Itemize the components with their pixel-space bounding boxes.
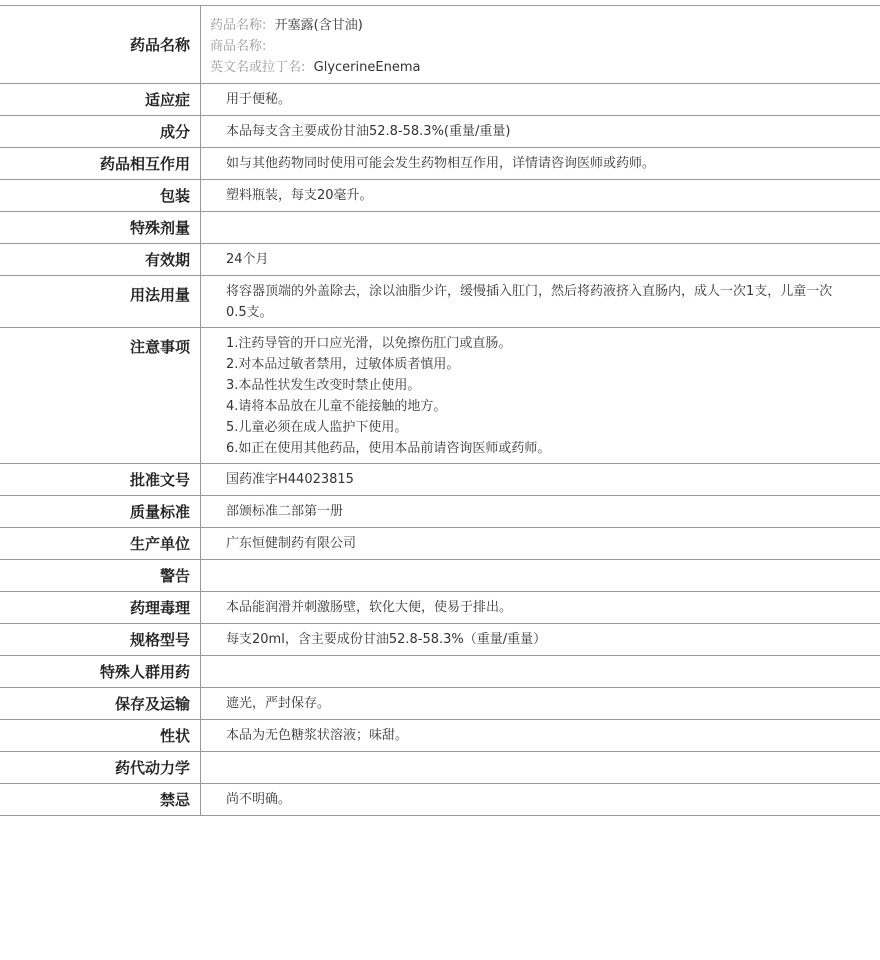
row-value: 国药准字H44023815 [226, 472, 354, 487]
row-indication [0, 84, 880, 116]
row-approval-number [0, 464, 880, 496]
english-name-key: 英文名或拉丁名: [210, 60, 306, 75]
precaution-line: 5.儿童必须在成人监护下使用。 [226, 420, 408, 435]
trade-name-line [210, 36, 870, 57]
precaution-line: 2.对本品过敏者禁用，过敏体质者慎用。 [226, 357, 460, 372]
name-row [0, 6, 880, 84]
row-label: 有效期 [0, 244, 201, 276]
name-row-label: 药品名称 [0, 6, 201, 84]
row-interactions [0, 148, 880, 180]
row-ingredients [0, 116, 880, 148]
row-value: 部颁标准二部第一册 [226, 504, 344, 519]
row-label: 禁忌 [0, 784, 201, 816]
row-storage [0, 688, 880, 720]
row-value: 尚不明确。 [226, 792, 292, 807]
row-special-dosage [0, 212, 880, 244]
row-appearance [0, 720, 880, 752]
precaution-line: 4.请将本品放在儿童不能接触的地方。 [226, 399, 447, 414]
row-value: 本品能润滑并刺激肠壁，软化大便，使易于排出。 [226, 600, 513, 615]
precaution-line: 6.如正在使用其他药品，使用本品前请咨询医师或药师。 [226, 441, 551, 456]
row-value [201, 752, 880, 784]
row-precautions [0, 328, 880, 464]
generic-name-value: 开塞露(含甘油) [274, 18, 363, 33]
row-label: 生产单位 [0, 528, 201, 560]
drug-spec-table [0, 5, 880, 816]
row-label: 特殊剂量 [0, 212, 201, 244]
row-value: 本品为无色糖浆状溶液；味甜。 [226, 728, 409, 743]
row-value [201, 656, 880, 688]
generic-name-line [210, 15, 870, 36]
row-usage [0, 276, 880, 328]
row-manufacturer [0, 528, 880, 560]
row-label: 保存及运输 [0, 688, 201, 720]
row-pharmacology [0, 592, 880, 624]
row-value [201, 560, 880, 592]
row-label: 质量标准 [0, 496, 201, 528]
row-label: 批准文号 [0, 464, 201, 496]
english-name-value: GlycerineEnema [313, 60, 421, 75]
english-name-line [210, 57, 870, 78]
row-quality-standard [0, 496, 880, 528]
row-warning [0, 560, 880, 592]
generic-name-key: 药品名称: [210, 18, 267, 33]
precaution-line: 3.本品性状发生改变时禁止使用。 [226, 378, 421, 393]
row-value: 遮光，严封保存。 [226, 696, 331, 711]
row-value: 塑料瓶装，每支20毫升。 [226, 188, 373, 203]
row-contraindications [0, 784, 880, 816]
row-value: 广东恒健制药有限公司 [226, 536, 357, 551]
row-packaging [0, 180, 880, 212]
row-pharmacokinetics [0, 752, 880, 784]
row-value: 用于便秘。 [226, 92, 292, 107]
row-label: 适应症 [0, 84, 201, 116]
row-shelf-life [0, 244, 880, 276]
row-label: 药理毒理 [0, 592, 201, 624]
row-label: 药代动力学 [0, 752, 201, 784]
row-label: 注意事项 [0, 328, 201, 464]
row-label: 包装 [0, 180, 201, 212]
row-value: 如与其他药物同时使用可能会发生药物相互作用，详情请咨询医师或药师。 [226, 156, 656, 171]
row-value [201, 212, 880, 244]
row-value: 本品每支含主要成份甘油52.8-58.3%(重量/重量) [226, 124, 511, 139]
precaution-line: 1.注药导管的开口应光滑，以免擦伤肛门或直肠。 [226, 336, 512, 351]
row-label: 药品相互作用 [0, 148, 201, 180]
row-label: 规格型号 [0, 624, 201, 656]
row-value [201, 328, 880, 464]
row-specification [0, 624, 880, 656]
row-value: 将容器顶端的外盖除去，涂以油脂少许，缓慢插入肛门，然后将药液挤入直肠内，成人一次1支，儿童一次0.5支。 [226, 284, 833, 320]
row-label: 用法用量 [0, 276, 201, 328]
row-special-populations [0, 656, 880, 688]
row-label: 特殊人群用药 [0, 656, 201, 688]
row-label: 性状 [0, 720, 201, 752]
name-row-values [201, 6, 880, 84]
row-value: 每支20ml，含主要成份甘油52.8-58.3%（重量/重量） [226, 632, 547, 647]
row-label: 成分 [0, 116, 201, 148]
row-value: 24个月 [226, 252, 269, 267]
trade-name-key: 商品名称: [210, 39, 267, 54]
row-label: 警告 [0, 560, 201, 592]
